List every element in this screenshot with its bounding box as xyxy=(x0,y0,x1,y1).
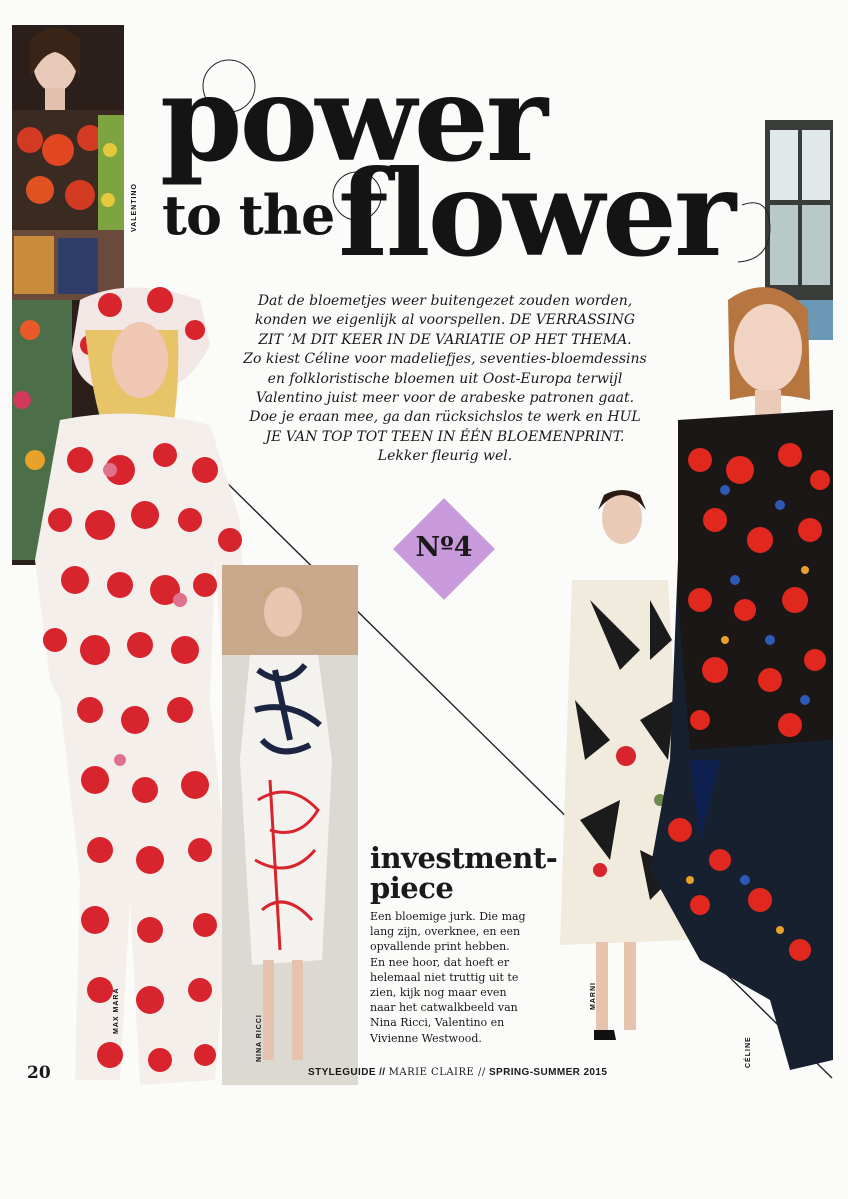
intro-line: en folkloristische bloemen uit Oost-Europa terwijl xyxy=(267,370,623,387)
intro-line: Doe je eraan mee, ga dan rücksichslos te werk en HUL xyxy=(249,409,641,426)
investment-title-line: investment- xyxy=(370,841,558,875)
body-line: naar het catwalkbeeld van xyxy=(370,1001,518,1015)
credit-valentino: VALENTINO xyxy=(131,183,138,232)
investment-piece-title xyxy=(370,843,557,903)
intro-line: Dat de bloemetjes weer buitengezet zouden worden, xyxy=(257,293,633,309)
intro-line: konden we eigenlijk al voorspellen. DE VERRASSING xyxy=(254,312,636,329)
intro-line: Valentino juist meer voor de arabeske patronen gaat. xyxy=(255,390,635,407)
body-line: helemaal niet truttig uit te xyxy=(370,970,519,984)
body-line: En nee hoor, dat hoeft er xyxy=(370,955,510,969)
body-line: Een bloemige jurk. Die mag xyxy=(370,910,526,923)
headline-flower: flower xyxy=(338,144,734,283)
credit-max-mara: MAX MARA xyxy=(113,987,120,1034)
footer-styleguide: STYLEGUIDE // xyxy=(308,1067,386,1078)
intro-paragraph xyxy=(232,292,658,467)
footer-marie-claire: MARIE CLAIRE // xyxy=(388,1067,486,1078)
investment-piece-body xyxy=(370,909,535,1046)
credit-marni: MARNI xyxy=(590,982,597,1010)
intro-line: ZIT ’M DIT KEER IN DE VARIATIE OP HET THEMA. xyxy=(258,331,632,348)
investment-title-line: piece xyxy=(370,871,454,905)
intro-line: Lekker fleurig wel. xyxy=(377,448,513,465)
body-line: Nina Ricci, Valentino en xyxy=(370,1016,505,1030)
intro-line: Zo kiest Céline voor madeliefjes, seventies-bloemdessins xyxy=(243,351,647,368)
page-number: 20 xyxy=(27,1063,51,1083)
page-footer xyxy=(308,1067,607,1078)
body-line: zien, kijk nog maar even xyxy=(370,986,507,1000)
headline-power: power xyxy=(160,49,546,188)
credit-nina-ricci: NINA RICCI xyxy=(256,1014,263,1062)
intro-line: JE VAN TOP TOT TEEN IN ÉÉN BLOEMENPRINT. xyxy=(265,428,625,445)
number-badge-label: Nº4 xyxy=(415,532,473,563)
credit-celine: CÉLINE xyxy=(745,1036,752,1068)
body-line: opvallende print hebben. xyxy=(370,940,510,954)
body-line: lang zijn, overknee, en een xyxy=(370,925,521,939)
body-line: Vivienne Westwood. xyxy=(370,1031,482,1045)
footer-season: SPRING-SUMMER 2015 xyxy=(488,1067,608,1078)
headline-to-the: to the xyxy=(162,183,335,247)
